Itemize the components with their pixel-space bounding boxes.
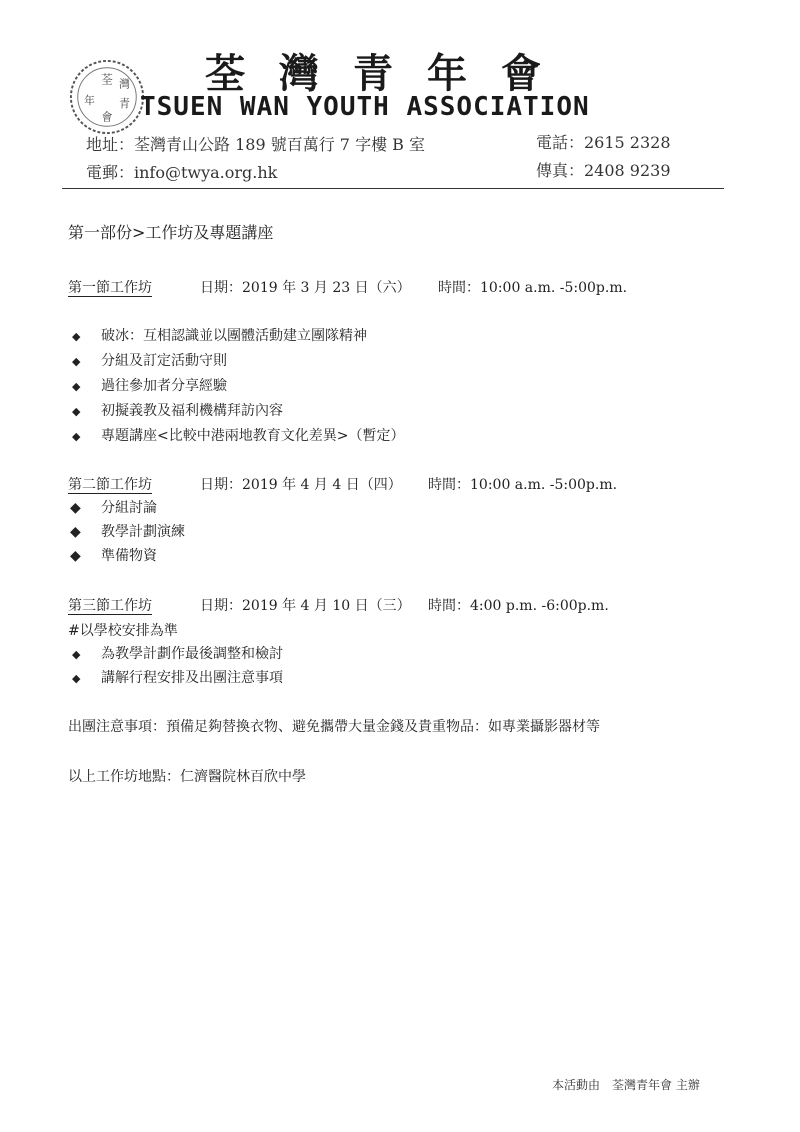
address-line: 地址：荃灣青山公路 189 號百萬行 7 字樓 B 室: [86, 135, 425, 154]
bullet-diamond-icon: ◆: [70, 548, 81, 564]
section-3-item-1: 為教學計劃作最後調整和檢討: [101, 646, 283, 662]
bullet-diamond-icon: ◆: [70, 524, 81, 540]
section-1-item-1: 破冰：互相認識並以團體活動建立團隊精神: [101, 328, 367, 344]
section-1-time: 時間：10:00 a.m. -5:00p.m.: [438, 280, 628, 296]
org-name-chinese: 荃灣青年會: [205, 50, 575, 97]
section-1-item-2: 分組及訂定活動守則: [101, 353, 227, 369]
section-2-item-1: 分組討論: [101, 500, 157, 516]
section-3-time: 時間：4:00 p.m. -6:00p.m.: [428, 598, 609, 614]
email-line: 電郵：info@twya.org.hk: [86, 163, 278, 182]
section-3-note: #以學校安排為準: [68, 623, 178, 639]
section-3-date: 日期：2019 年 4 月 10 日（三）: [200, 598, 411, 614]
section-2-item-2: 教學計劃演練: [101, 524, 185, 540]
travel-notice: 出團注意事項：預備足夠替換衣物、避免攜帶大量金錢及貴重物品：如專業攝影器材等: [68, 719, 600, 735]
telephone-line: 電話：2615 2328: [536, 133, 671, 152]
logo-char-2: 灣: [119, 77, 130, 91]
section-2-header: [68, 474, 618, 494]
logo-char-3: 年: [84, 93, 95, 107]
logo-char-4: 青: [119, 96, 130, 110]
section-3-name: 第三節工作坊: [68, 598, 152, 614]
section-1-header: [68, 277, 628, 297]
section-1-item-5: 專題講座<比較中港兩地教育文化差異>（暫定）: [101, 428, 405, 444]
bullet-diamond-icon: ◆: [72, 330, 81, 343]
section-1-item-4: 初擬義教及福利機構拜訪內容: [101, 403, 283, 419]
section-3-item-2: 講解行程安排及出團注意事項: [101, 670, 283, 686]
bullet-diamond-icon: ◆: [72, 380, 81, 393]
bullet-diamond-icon: ◆: [72, 430, 81, 443]
section-2-date: 日期：2019 年 4 月 4 日（四）: [200, 477, 402, 493]
organizer-footer: 本活動由 荃灣青年會 主辦: [552, 1078, 700, 1092]
section-1-name: 第一節工作坊: [68, 280, 152, 296]
letterhead-divider: [62, 188, 724, 189]
bullet-diamond-icon: ◆: [72, 405, 81, 418]
section-2-time: 時間：10:00 a.m. -5:00p.m.: [428, 477, 618, 493]
logo-char-1: 荃: [101, 72, 113, 87]
bullet-diamond-icon: ◆: [70, 500, 81, 516]
logo-char-5: 會: [101, 110, 113, 124]
bullet-diamond-icon: ◆: [72, 672, 81, 685]
section-1-item-3: 過往參加者分享經驗: [101, 378, 227, 394]
fax-line: 傳真：2408 9239: [536, 161, 671, 180]
org-name-english: TSUEN WAN YOUTH ASSOCIATION: [140, 92, 590, 122]
part-title: 第一部份>工作坊及專題講座: [68, 223, 274, 242]
section-3-header: [68, 595, 609, 615]
association-logo: [68, 58, 146, 136]
workshop-venue: 以上工作坊地點：仁濟醫院林百欣中學: [68, 769, 306, 785]
bullet-diamond-icon: ◆: [72, 355, 81, 368]
section-2-item-3: 準備物資: [101, 548, 157, 564]
section-1-date: 日期：2019 年 3 月 23 日（六）: [200, 280, 411, 296]
bullet-diamond-icon: ◆: [72, 648, 81, 661]
section-2-name: 第二節工作坊: [68, 477, 152, 493]
